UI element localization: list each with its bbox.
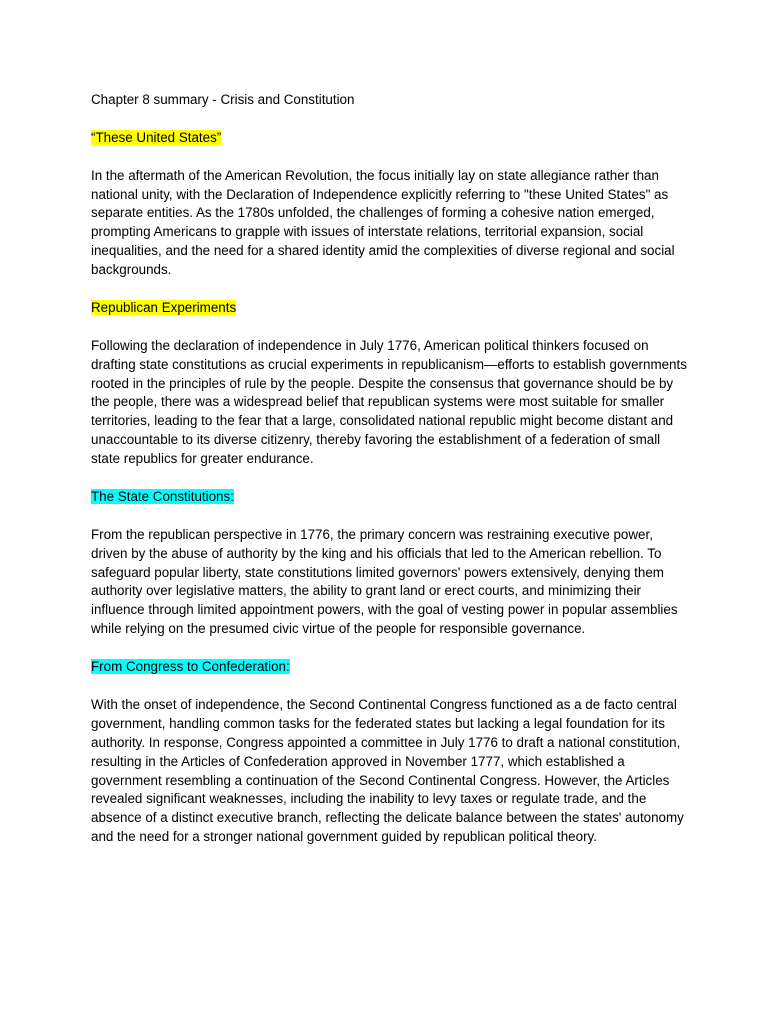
section-heading-state-constitutions — [91, 488, 691, 507]
section-paragraph-state-constitutions: From the republican perspective in 1776, the primary concern was restraining executive power, driven by the abuse of authority by the king and his officials that led to the American rebellion. To safeguard popular liberty, state constitutions limited governors' powers extensively, denying them authority over legislative matters, the ability to grant land or erect courts, and minimizing their influence through limited appointment powers, with the goal of vesting power in popular assemblies while relying on the presumed civic virtue of the people for responsible governance. — [91, 526, 678, 637]
section-paragraph-congress-to-confederation: With the onset of independence, the Second Continental Congress functioned as a de facto central government, handling common tasks for the federated states but lacking a legal foundation for its authority. In response, Congress appointed a committee in July 1776 to draft a national constitution, resulting in the Articles of Confederation approved in November 1777, which established a government resembling a continuation of the Second Continental Congress. However, the Articles revealed significant weaknesses, including the inability to levy taxes or regulate trade, and the absence of a distinct executive branch, reflecting the delicate balance between the states' autonomy and the need for a stronger national government guided by republican political theory. — [91, 696, 684, 845]
highlighted-heading-text: “These United States” — [91, 129, 222, 145]
highlighted-heading-text: Republican Experiments — [91, 299, 237, 315]
highlighted-heading-text: From Congress to Confederation: — [91, 659, 290, 675]
document-body — [91, 91, 691, 866]
section-heading-republican-experiments — [91, 299, 691, 318]
section-paragraph-republican-experiments: Following the declaration of independence in July 1776, American political thinkers focused on drafting state constitutions as crucial experiments in republicanism—efforts to establish governments rooted in the principles of rule by the people. Despite the consensus that governance should be by the people, there was a widespread belief that republican systems were most suitable for smaller territories, leading to the fear that a large, consolidated national republic might become distant and unaccountable to its diverse citizenry, thereby favoring the establishment of a federation of small state republics for greater endurance. — [91, 337, 687, 467]
document-title: Chapter 8 summary - Crisis and Constitution — [91, 92, 355, 107]
section-heading-congress-to-confederation — [91, 658, 691, 677]
highlighted-heading-text: The State Constitutions: — [91, 488, 234, 504]
section-heading-these-united-states — [91, 129, 691, 148]
section-paragraph-these-united-states: In the aftermath of the American Revolution, the focus initially lay on state allegiance rather than national unity, with the Declaration of Independence explicitly referring to "these United States" as separate entities. As the 1780s unfolded, the challenges of forming a cohesive nation emerged, prompting Americans to grapple with issues of interstate relations, territorial expansion, social inequalities, and the need for a shared identity amid the complexities of diverse regional and social backgrounds. — [91, 167, 675, 278]
